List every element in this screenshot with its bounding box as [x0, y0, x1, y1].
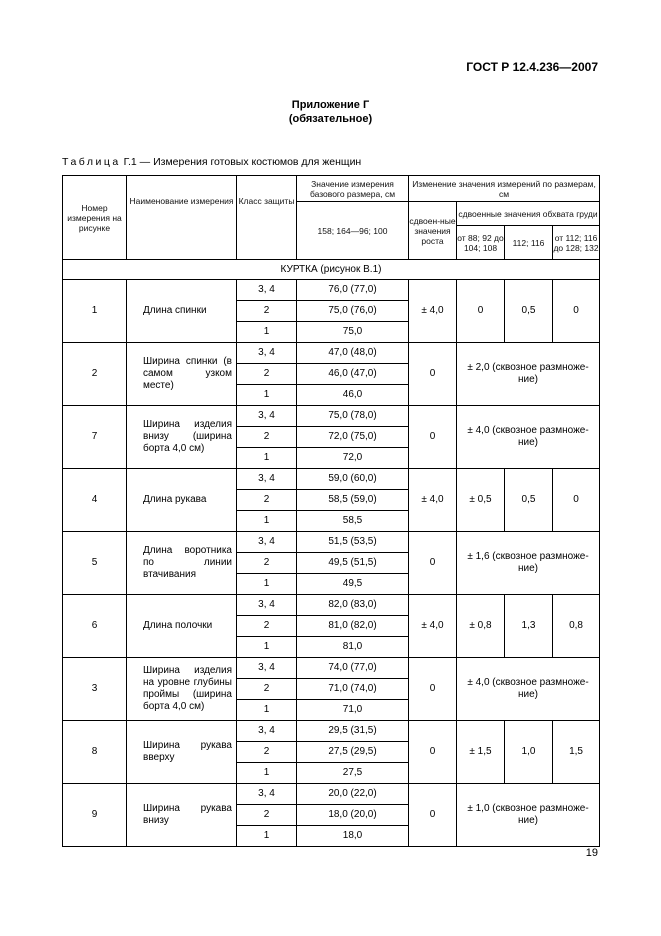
base-value-cell: 27,5 (29,5) [297, 742, 409, 763]
protection-class-cell: 3, 4 [237, 721, 297, 742]
measurement-name-cell: Ширина изделия внизу (ширина борта 4,0 см) [127, 406, 237, 469]
protection-class-cell: 1 [237, 385, 297, 406]
base-value-cell: 27,5 [297, 763, 409, 784]
base-value-cell: 51,5 (53,5) [297, 532, 409, 553]
chest-change-col2-cell: 1,3 [505, 595, 553, 658]
protection-class-cell: 2 [237, 364, 297, 385]
protection-class-cell: 2 [237, 742, 297, 763]
base-value-cell: 46,0 (47,0) [297, 364, 409, 385]
chest-change-col1-cell: 0 [457, 280, 505, 343]
base-value-cell: 81,0 [297, 637, 409, 658]
base-value-cell: 18,0 [297, 826, 409, 847]
protection-class-cell: 1 [237, 322, 297, 343]
chest-change-col1-cell: ± 1,5 [457, 721, 505, 784]
chest-change-col2-cell: 0,5 [505, 469, 553, 532]
measurement-name-cell: Ширина рукава вверху [127, 721, 237, 784]
base-value-cell: 75,0 (78,0) [297, 406, 409, 427]
measurement-number-cell: 4 [63, 469, 127, 532]
base-value-cell: 71,0 (74,0) [297, 679, 409, 700]
measurement-name-cell: Ширина спинки (в самом узком месте) [127, 343, 237, 406]
base-value-cell: 47,0 (48,0) [297, 343, 409, 364]
header-change: Изменение значения измерений по размерам, см [409, 176, 600, 202]
measurements-table [62, 175, 600, 847]
table-row [63, 532, 600, 553]
protection-class-cell: 2 [237, 301, 297, 322]
base-value-cell: 81,0 (82,0) [297, 616, 409, 637]
base-value-cell: 58,5 (59,0) [297, 490, 409, 511]
header-chest-dual: сдвоенные значения обхвата груди [457, 202, 600, 226]
table-row [63, 406, 600, 427]
base-value-cell: 75,0 (76,0) [297, 301, 409, 322]
protection-class-cell: 2 [237, 553, 297, 574]
header-chest-col3: от 112; 116 до 128; 132 [553, 226, 600, 260]
protection-class-cell: 1 [237, 511, 297, 532]
chest-change-cell: ± 2,0 (сквозное размноже-ние) [457, 343, 600, 406]
base-value-cell: 71,0 [297, 700, 409, 721]
measurement-name-cell: Длина полочки [127, 595, 237, 658]
measurement-name-cell: Длина рукава [127, 469, 237, 532]
protection-class-cell: 3, 4 [237, 343, 297, 364]
header-base-value: Значение измерения базового размера, см [297, 176, 409, 202]
base-value-cell: 72,0 [297, 448, 409, 469]
protection-class-cell: 3, 4 [237, 469, 297, 490]
table-caption [62, 156, 361, 168]
measurement-number-cell: 3 [63, 658, 127, 721]
chest-change-col3-cell: 0 [553, 469, 600, 532]
protection-class-cell: 1 [237, 574, 297, 595]
protection-class-cell: 3, 4 [237, 532, 297, 553]
base-value-cell: 58,5 [297, 511, 409, 532]
protection-class-cell: 2 [237, 679, 297, 700]
height-change-cell: 0 [409, 784, 457, 847]
header-chest-col2: 112; 116 [505, 226, 553, 260]
base-value-cell: 18,0 (20,0) [297, 805, 409, 826]
base-value-cell: 74,0 (77,0) [297, 658, 409, 679]
chest-change-col1-cell: ± 0,8 [457, 595, 505, 658]
protection-class-cell: 2 [237, 805, 297, 826]
table-row [63, 784, 600, 805]
protection-class-cell: 1 [237, 700, 297, 721]
header-number: Номер измерения на рисунке [63, 176, 127, 260]
header-class: Класс защиты [237, 176, 297, 260]
appendix-subtitle: (обязательное) [288, 113, 373, 125]
measurement-name-cell: Длина спинки [127, 280, 237, 343]
height-change-cell: ± 4,0 [409, 469, 457, 532]
standard-number: ГОСТ Р 12.4.236—2007 [466, 60, 598, 74]
protection-class-cell: 2 [237, 616, 297, 637]
measurement-number-cell: 2 [63, 343, 127, 406]
protection-class-cell: 3, 4 [237, 406, 297, 427]
height-change-cell: ± 4,0 [409, 595, 457, 658]
measurement-number-cell: 8 [63, 721, 127, 784]
header-chest-col1: от 88; 92 до 104; 108 [457, 226, 505, 260]
measurement-number-cell: 6 [63, 595, 127, 658]
chest-change-cell: ± 4,0 (сквозное размноже-ние) [457, 406, 600, 469]
protection-class-cell: 3, 4 [237, 658, 297, 679]
protection-class-cell: 1 [237, 448, 297, 469]
height-change-cell: ± 4,0 [409, 280, 457, 343]
table-caption-text: Г.1 — Измерения готовых костюмов для женщин [123, 156, 362, 168]
chest-change-col3-cell: 1,5 [553, 721, 600, 784]
header-base-sizes: 158; 164—96; 100 [297, 202, 409, 260]
base-value-cell: 20,0 (22,0) [297, 784, 409, 805]
section-heading: КУРТКА (рисунок В.1) [63, 260, 600, 280]
measurement-name-cell: Длина воротника по линии втачивания [127, 532, 237, 595]
base-value-cell: 72,0 (75,0) [297, 427, 409, 448]
protection-class-cell: 3, 4 [237, 280, 297, 301]
height-change-cell: 0 [409, 406, 457, 469]
protection-class-cell: 3, 4 [237, 784, 297, 805]
chest-change-col3-cell: 0 [553, 280, 600, 343]
page-number: 19 [585, 847, 598, 859]
measurement-number-cell: 5 [63, 532, 127, 595]
protection-class-cell: 1 [237, 637, 297, 658]
chest-change-cell: ± 1,0 (сквозное размноже-ние) [457, 784, 600, 847]
table-row [63, 343, 600, 364]
table-row [63, 280, 600, 301]
table-row [63, 595, 600, 616]
base-value-cell: 75,0 [297, 322, 409, 343]
protection-class-cell: 2 [237, 490, 297, 511]
height-change-cell: 0 [409, 532, 457, 595]
measurement-number-cell: 7 [63, 406, 127, 469]
appendix-heading [0, 98, 661, 126]
base-value-cell: 76,0 (77,0) [297, 280, 409, 301]
chest-change-cell: ± 1,6 (сквозное размноже-ние) [457, 532, 600, 595]
table-row [63, 721, 600, 742]
protection-class-cell: 1 [237, 826, 297, 847]
height-change-cell: 0 [409, 343, 457, 406]
header-height-dual: сдвоен-ные значения роста [409, 202, 457, 260]
measurement-number-cell: 1 [63, 280, 127, 343]
protection-class-cell: 3, 4 [237, 595, 297, 616]
chest-change-col1-cell: ± 0,5 [457, 469, 505, 532]
protection-class-cell: 2 [237, 427, 297, 448]
appendix-title: Приложение Г [291, 99, 370, 111]
chest-change-col2-cell: 1,0 [505, 721, 553, 784]
base-value-cell: 49,5 [297, 574, 409, 595]
chest-change-cell: ± 4,0 (сквозное размноже-ние) [457, 658, 600, 721]
chest-change-col3-cell: 0,8 [553, 595, 600, 658]
chest-change-col2-cell: 0,5 [505, 280, 553, 343]
table-row [63, 469, 600, 490]
measurement-name-cell: Ширина изделия на уровне глубины проймы (ширина борта 4,0 см) [127, 658, 237, 721]
table-caption-label: Таблица [62, 156, 121, 168]
header-name: Наименование измерения [127, 176, 237, 260]
measurement-name-cell: Ширина рукава внизу [127, 784, 237, 847]
table-row [63, 658, 600, 679]
base-value-cell: 46,0 [297, 385, 409, 406]
base-value-cell: 59,0 (60,0) [297, 469, 409, 490]
height-change-cell: 0 [409, 721, 457, 784]
height-change-cell: 0 [409, 658, 457, 721]
base-value-cell: 29,5 (31,5) [297, 721, 409, 742]
base-value-cell: 49,5 (51,5) [297, 553, 409, 574]
measurement-number-cell: 9 [63, 784, 127, 847]
base-value-cell: 82,0 (83,0) [297, 595, 409, 616]
protection-class-cell: 1 [237, 763, 297, 784]
